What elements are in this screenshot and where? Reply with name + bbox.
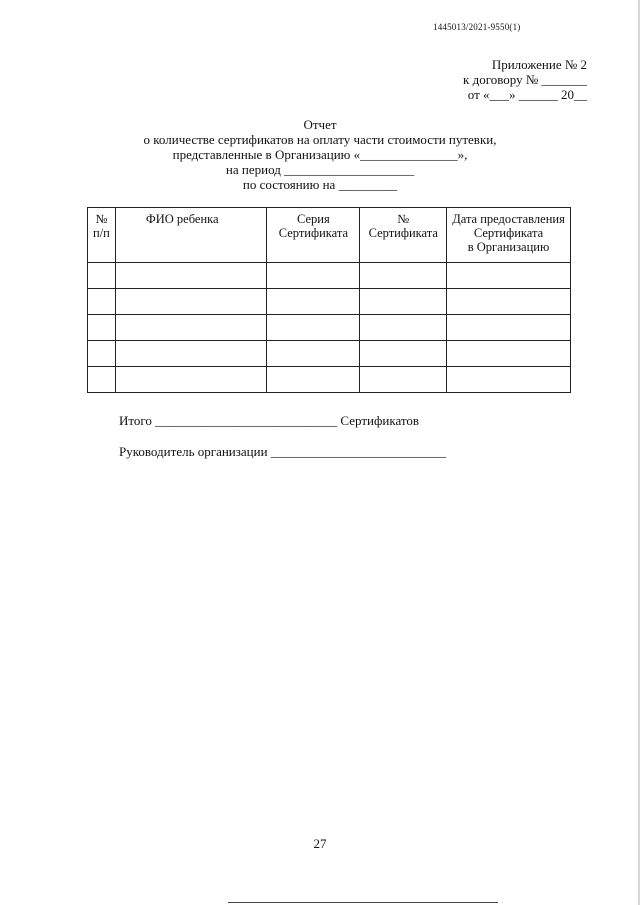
header-series: Серия Сертификата [267,208,360,263]
certificates-table [87,207,571,393]
table-row [88,289,571,315]
table-cell[interactable] [447,315,571,341]
table-cell[interactable] [115,289,266,315]
table-cell[interactable] [115,341,266,367]
page-number: 27 [313,836,327,851]
table-cell[interactable] [267,263,360,289]
table-cell[interactable] [447,367,571,393]
appendix-contract: к договору № _______ [463,72,587,87]
document-id: 1445013/2021-9550(1) [433,22,521,32]
table-cell[interactable] [88,341,116,367]
header-date: Дата предоставления Сертификата в Организацию [447,208,571,263]
table-row [88,263,571,289]
table-cell[interactable] [267,367,360,393]
table-cell[interactable] [88,367,116,393]
table-cell[interactable] [267,341,360,367]
bottom-divider [228,902,498,903]
appendix-number: Приложение № 2 [491,57,587,72]
table-cell[interactable] [115,263,266,289]
table-cell[interactable] [447,263,571,289]
table-cell[interactable] [360,263,447,289]
report-organization: представленные в Организацию «_______________», [172,147,468,162]
table-row [88,341,571,367]
table-cell[interactable] [447,289,571,315]
table-cell[interactable] [447,341,571,367]
report-title-block [0,117,640,192]
appendix-date: от «___» ______ 20__ [467,87,587,102]
table-cell[interactable] [267,315,360,341]
table-cell[interactable] [115,367,266,393]
header-fio: ФИО ребенка [115,208,266,263]
report-as-of: по состоянию на _________ [242,177,398,192]
table-row [88,367,571,393]
table-cell[interactable] [88,315,116,341]
table-cell[interactable] [88,289,116,315]
total-line: Итого ____________________________ Сертификатов [119,413,420,428]
table-cell[interactable] [360,367,447,393]
report-period: на период ____________________ [225,162,415,177]
table-cell[interactable] [115,315,266,341]
table-cell[interactable] [267,289,360,315]
table-cell[interactable] [360,289,447,315]
table-cell[interactable] [360,315,447,341]
appendix-block [463,57,587,102]
report-title: Отчет [303,117,337,132]
report-subtitle: о количестве сертификатов на оплату части стоимости путевки, [143,132,497,147]
table-cell[interactable] [88,263,116,289]
header-cert-num: № Сертификата [360,208,447,263]
table-row [88,315,571,341]
head-signature-line: Руководитель организации ___________________________ [119,444,447,459]
table-header-row [88,208,571,263]
header-num: № п/п [88,208,116,263]
table-cell[interactable] [360,341,447,367]
